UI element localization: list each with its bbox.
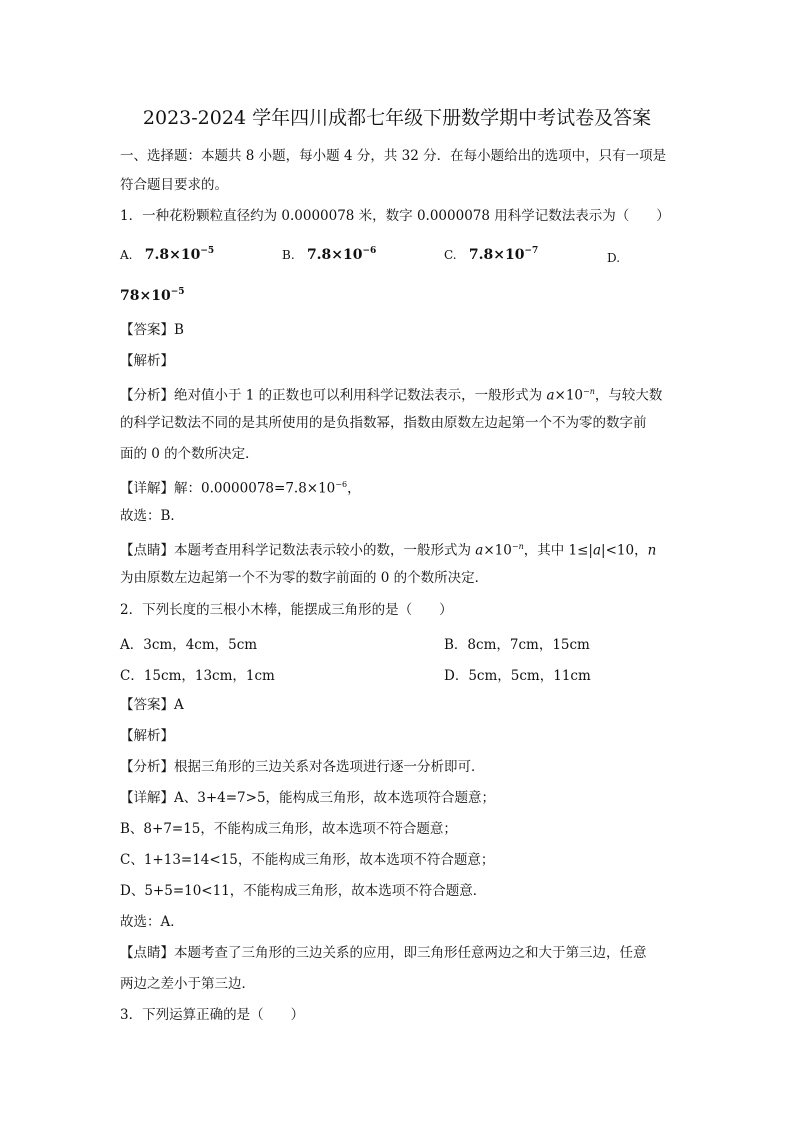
q1-option-d[interactable]	[120, 287, 185, 304]
q2-dianjing-line1: 【点睛】本题考查了三角形的三边关系的应用，即三角形任意两边之和大于第三边，任意	[120, 945, 647, 961]
document-title: 2023-2024 学年四川成都七年级下册数学期中考试卷及答案	[142, 107, 652, 129]
q3-stem: 3．下列运算正确的是（ ）	[120, 1007, 305, 1023]
q2-jiexi: 【解析】	[120, 728, 174, 744]
q2-xiangjie-4: D、5+5=10<11，不能构成三角形，故本选项不符合题意．	[120, 883, 487, 899]
q2-xiangjie-3: C、1+13=14<15，不能构成三角形，故本选项不符合题意；	[120, 852, 495, 868]
option-math: $7.8\times 10^{-5}$	[144, 246, 215, 263]
q1-jiexi: 【解析】	[120, 353, 174, 369]
option-math: $78\times 10^{-5}$	[120, 287, 185, 304]
q2-fenxi: 【分析】根据三角形的三边关系对各选项进行逐一分析即可．	[120, 759, 485, 775]
option-letter: A.	[120, 248, 133, 262]
q1-dianjing-line2: 为由原数左边起第一个不为零的数字前面的 0 的个数所决定．	[120, 570, 489, 586]
q1-option-d-letter[interactable]: D.	[607, 251, 621, 265]
q2-answer: 【答案】A	[120, 697, 184, 713]
q1-dianjing-line1: 【点睛】本题考查用科学记数法表示较小的数，一般形式为 $a\times 10^{-n}$，其中 1≤|a|<10，n	[120, 542, 657, 559]
q2-xiangjie-1: 【详解】A、3+4=7>5，能构成三角形，故本选项符合题意；	[120, 790, 496, 806]
q1-stem: 1．一种花粉颗粒直径约为 0.0000078 米，数字 0.0000078 用科学记数法表示为（ ）	[120, 208, 670, 224]
q2-dianjing-line2: 两边之差小于第三边．	[120, 976, 255, 992]
option-math: $7.8\times 10^{-7}$	[468, 246, 539, 263]
option-math: $7.8\times 10^{-6}$	[306, 246, 377, 263]
q2-option-c[interactable]: C．15cm，13cm，1cm	[120, 668, 275, 684]
q2-option-b[interactable]: B．8cm，7cm，15cm	[444, 637, 590, 653]
section-heading-cont: 符合题目要求的。	[120, 177, 228, 193]
q2-option-a[interactable]: A．3cm，4cm，5cm	[120, 637, 258, 653]
q1-fenxi-line1: 【分析】绝对值小于 1 的正数也可以利用科学记数法表示，一般形式为 $a\times 10^{-n}$，与较大数	[120, 387, 663, 404]
q2-xiangjie-2: B、8+7=15，不能构成三角形，故本选项不符合题意；	[120, 821, 457, 837]
q1-fenxi-line3: 面的 0 的个数所决定．	[120, 446, 259, 462]
option-letter: C.	[444, 248, 457, 262]
q1-option-c[interactable]	[444, 246, 538, 263]
option-letter: B.	[282, 248, 295, 262]
q1-guxuan: 故选：B．	[120, 508, 184, 524]
q2-option-d[interactable]: D．5cm，5cm，11cm	[444, 668, 591, 684]
q1-xiangjie: 【详解】解：$0.0000078=7.8\times 10^{-6}$，	[120, 480, 361, 497]
q1-answer: 【答案】B	[120, 322, 184, 338]
q2-stem: 2．下列长度的三根小木棒，能摆成三角形的是（ ）	[120, 602, 453, 618]
section-heading: 一、选择题：本题共 8 小题，每小题 4 分，共 32 分．在每小题给出的选项中，只有一项是	[120, 148, 667, 164]
q1-option-b[interactable]	[282, 246, 376, 263]
q1-option-a[interactable]	[120, 246, 214, 263]
q2-guxuan: 故选：A．	[120, 914, 184, 930]
q1-fenxi-line2: 的科学记数法不同的是其所使用的是负指数幂，指数由原数左边起第一个不为零的数字前	[120, 415, 647, 431]
